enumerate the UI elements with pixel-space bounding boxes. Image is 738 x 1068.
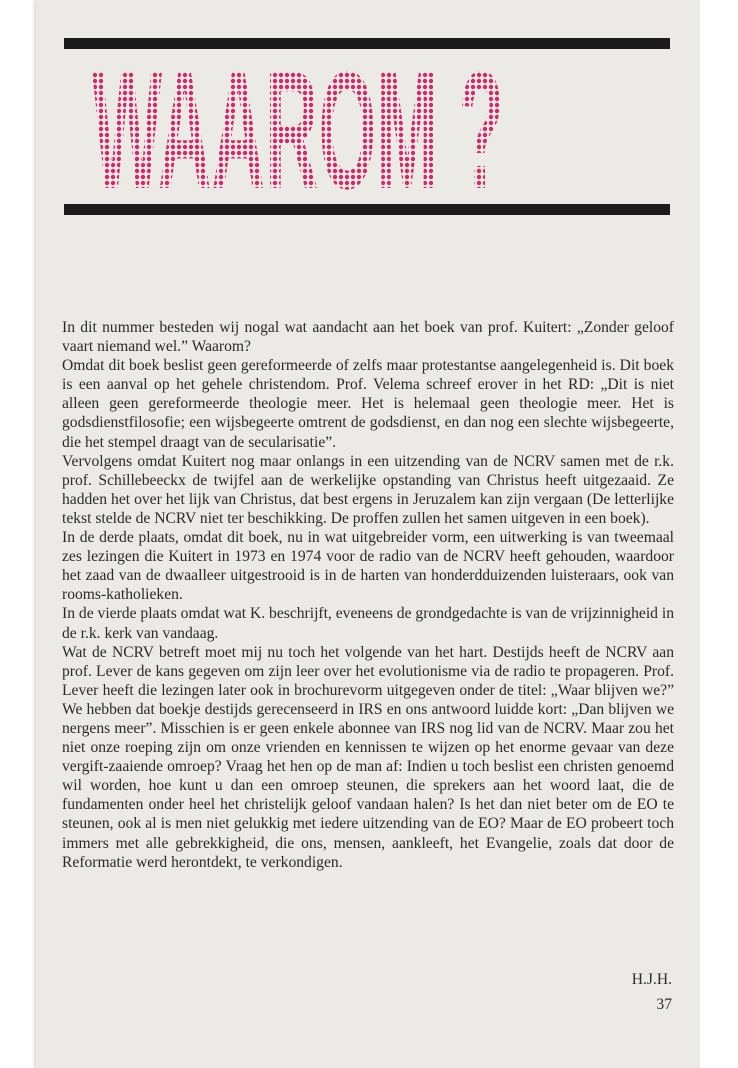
title-banner [62, 66, 682, 196]
page-number: 37 [656, 996, 672, 1013]
magazine-page [36, 0, 700, 1068]
paragraph: Vervolgens omdat Kuitert nog maar onlangs in een uitzending van de NCRV samen met de r.k. prof. Schillebeeckx de twijfel aan de werkelijke opstanding van Christus heeft uitgezaaid. Ze hadden het over het lijk van Christus, dat best ergens in Jeruzalem kan zijn vergaan (De letterlijke tekst stelde de NCRV niet ter beschikking. De proffen zullen het samen uitgeven in een boek). [62, 452, 674, 527]
author-signature: H.J.H. [631, 971, 672, 988]
paragraph: In dit nummer besteden wij nogal wat aandacht aan het boek van prof. Kuitert: „Zonder geloof vaart niemand wel.” Waarom? [62, 319, 674, 356]
article-body [62, 318, 674, 872]
page-title: WAAROM ? [92, 66, 504, 196]
top-rule [64, 38, 670, 49]
paragraph: In de vierde plaats omdat wat K. beschrijft, eveneens de grondgedachte is van de vrijzinnigheid in de r.k. kerk van vandaag. [62, 605, 674, 642]
bottom-rule [64, 204, 670, 215]
title-graphic [62, 66, 682, 196]
paragraph: Omdat dit boek beslist geen gereformeerde of zelfs maar protestantse aangelegenheid is. Dit boek is een aanval op het gehele christendom. Prof. Velema schreef erover in het RD: „Dit is niet alleen geen gereformeerde theologie meer. Het is helemaal geen theologie meer. Het is godsdienstfilosofie; een wijsbegeerte omtrent de godsdienst, en dan nog een slechte wijsbegeerte, die het stempel draagt van de secularisatie”. [62, 357, 674, 451]
paragraph: In de derde plaats, omdat dit boek, nu in wat uitgebreider vorm, een uitwerking is van tweemaal zes lezingen die Kuitert in 1973 en 1974 voor de radio van de NCRV heeft gehouden, waardoor het zaad van de dwaalleer uitgestrooid is in de harten van honderdduizenden luisteraars, ook van rooms-katholieken. [62, 529, 674, 604]
paragraph: Wat de NCRV betreft moet mij nu toch het volgende van het hart. Destijds heeft de NCRV aan prof. Lever de kans gegeven om zijn leer over het evolutionisme via de radio te propageren. Prof. Lever heeft die lezingen later ook in brochurevorm uitgegeven onder de titel: „Waar blijven we?” We hebben dat boekje destijds gerecenseerd in IRS en ons antwoord luidde kort: „Dan blijven we nergens meer”. Misschien is er geen enkele abonnee van IRS nog lid van de NCRV. Maar zou het niet onze roeping zijn om onze vrienden en kennissen te wijzen op het enorme gevaar van deze vergift-zaaiende omroep? Vraag het hen op de man af: Indien u toch beslist een christen genoemd wil worden, hoe kunt u dan een omroep steunen, die sprekers aan het woord laat, die de fundamenten onder heel het christelijk geloof vandaan halen? Is het dan niet beter om de EO te steunen, ook al is men niet gelukkig met iedere uitzending van de EO? Maar de EO probeert toch immers met alle gebrekkigheid, die ons, mensen, aankleeft, het Evangelie, zoals dat door de Reformatie werd herontdekt, te verkondigen. [62, 643, 674, 871]
